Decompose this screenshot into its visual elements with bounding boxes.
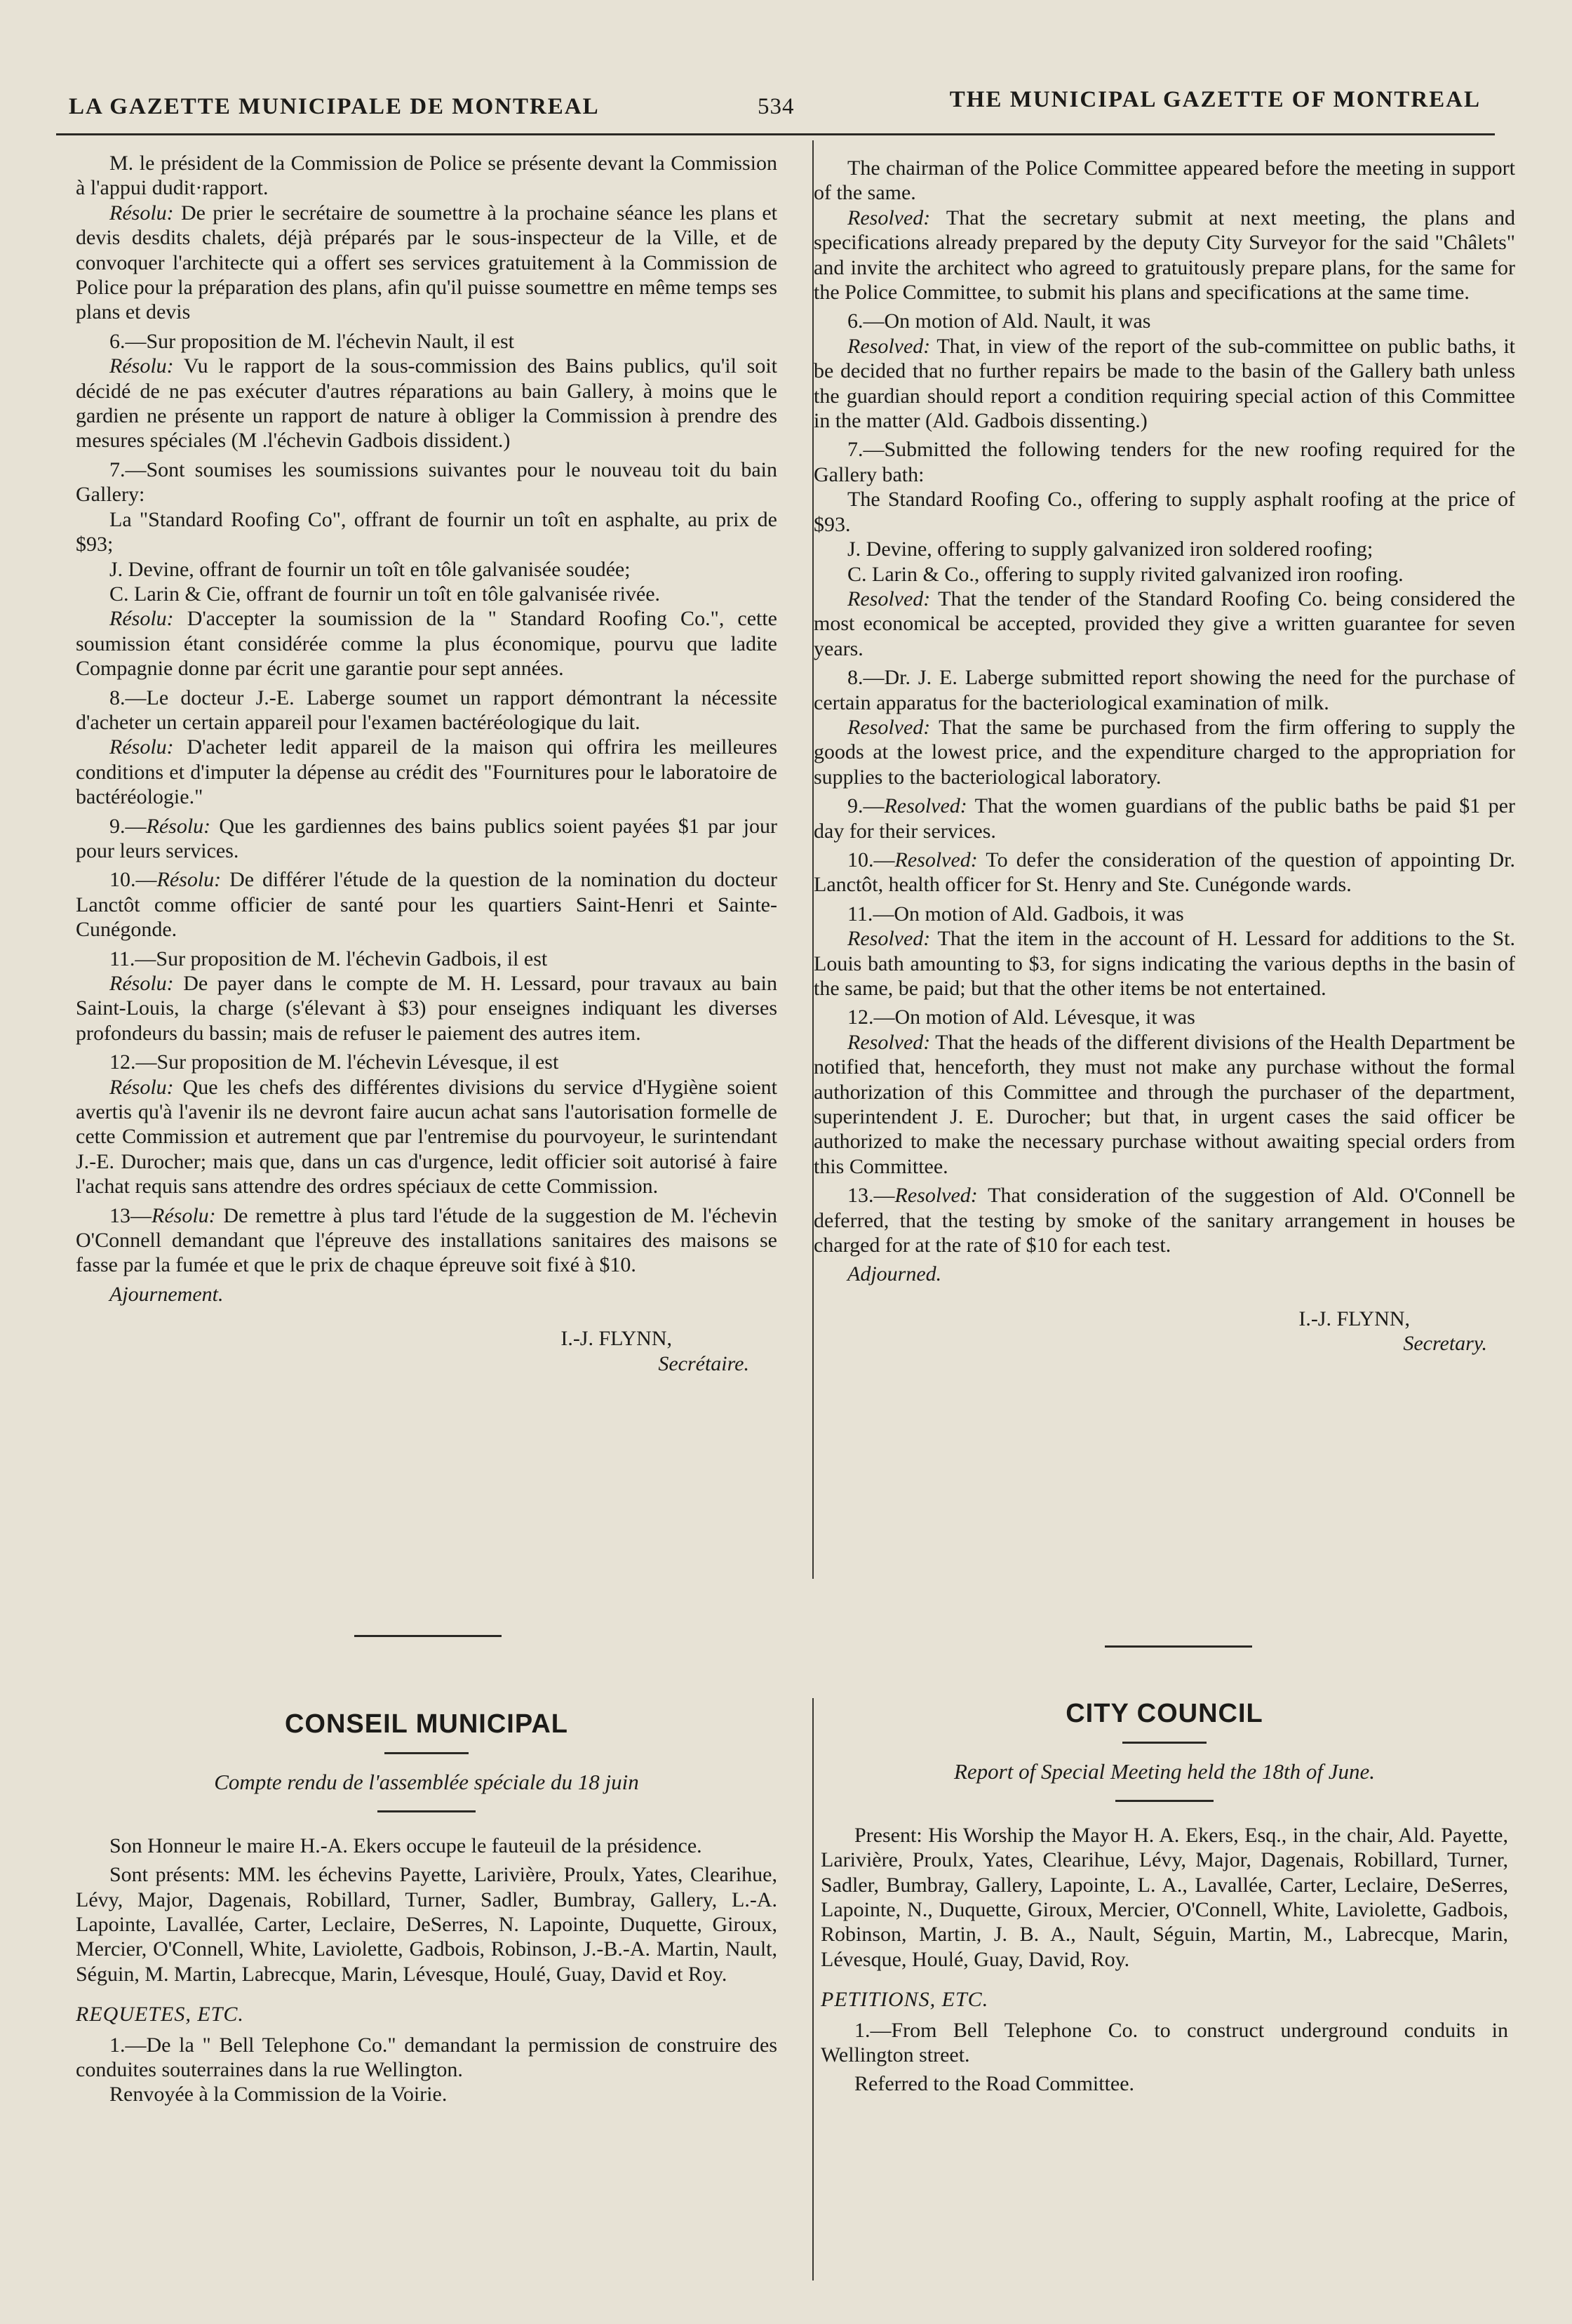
resolution-text: That, in view of the report of the sub-committee on public baths, it be decided that no further repairs be made to the basin of the Gallery bath unless the guardian should report a condition requiring special action of this Committee in the matter (Ald. Gadbois dissenting.) <box>814 334 1515 433</box>
french-paragraph <box>76 971 777 1046</box>
resolution-text: Que les chefs des différentes divisions du service d'Hygiène soient avertis qu'à l'avenir ils ne devront faire aucun achat sans l'autorisation formelle de cette Commission et autrement que par l'entremise du pourvoyeur, le surintendant J.-E. Durocher; mais que, dans un cas d'urgence, ledit officier soit autorisé à faire l'achat requis sans attendre des ordres spéciaux de cette Commission. <box>76 1075 777 1198</box>
french-paragraph: 12.—Sur proposition de M. l'échevin Lévesque, il est <box>109 1050 559 1074</box>
english-paragraph: 7.—Submitted the following tenders for the new roofing required for the Gallery bath: <box>814 438 1515 486</box>
resolution-label: Resolved: <box>894 848 978 872</box>
resolution-text: Vu le rapport de la sous-commission des Bains publics, qu'il soit décidé de ne pas exécuter d'autres réparations au bain Gallery, à moins que le gardien ne présente un rapport de nature à obliger la Commission à prendre des mesures spéciales (M .l'échevin Gadbois dissident.) <box>76 354 777 453</box>
english-paragraph <box>814 334 1515 434</box>
resolution-text: That the item in the account of H. Lessard for additions to the St. Louis bath amounting to $3, for signs indicating the various depths in the basin of the same, be paid; but that the other items be not entertained. <box>814 927 1515 1000</box>
resolution-text: D'acheter ledit appareil de la maison qui offrira les meilleures conditions et d'imputer la dépense au crédit des "Fournitures pour le laboratoire de bactéréologie." <box>76 735 777 809</box>
adjournment-note: Ajournement. <box>109 1282 224 1306</box>
resolution-label: Résolu: <box>152 1203 216 1227</box>
item-number: 9.— <box>109 814 147 838</box>
section-heading: REQUETES, ETC. <box>76 2003 244 2026</box>
title-rule <box>1122 1742 1207 1744</box>
french-paragraph: 11.—Sur proposition de M. l'échevin Gadbois, il est <box>109 947 548 970</box>
resolution-text: Que les gardiennes des bains publics soient payées $1 par jour pour leurs services. <box>76 814 777 862</box>
section-title: CONSEIL MUNICIPAL <box>284 1709 569 1739</box>
resolution-text: De prier le secrétaire de soumettre à la prochaine séance les plans et devis desdits chalets, déjà préparés par le sous-inspecteur de la Ville, et de convoquer l'architecte qui a offert ses services gratuitement à la Commission de Police pour la préparation des plans, afin qu'il puisse soumettre en même temps ses plans et devis <box>76 201 777 324</box>
french-paragraph: J. Devine, offrant de fournir un toît en tôle galvanisée soudée; <box>109 557 631 581</box>
signer-title: Secrétaire. <box>658 1351 749 1375</box>
resolution-label: Resolved: <box>847 206 931 229</box>
resolution-text: That the tender of the Standard Roofing Co. being considered the most economical be accepted, provided they give a written guarantee for seven years. <box>814 587 1515 660</box>
french-paragraph <box>76 1075 777 1199</box>
french-paragraph <box>76 735 777 809</box>
french-paragraph: C. Larin & Cie, offrant de fournir un toît en tôle galvanisée rivée. <box>109 582 661 606</box>
french-paragraph <box>76 814 777 864</box>
english-paragraph: The Standard Roofing Co., offering to supply asphalt roofing at the price of $93. <box>814 488 1515 536</box>
section-title: CITY COUNCIL <box>1066 1699 1263 1728</box>
resolution-text: To defer the consideration of the question of appointing Dr. Lanctôt, health officer for St. Henry and Ste. Cunégonde wards. <box>814 848 1515 897</box>
english-paragraph <box>814 587 1515 661</box>
english-paragraph <box>814 206 1515 305</box>
resolution-label: Resolved: <box>847 334 931 358</box>
english-paragraph: 11.—On motion of Ald. Gadbois, it was <box>847 902 1184 926</box>
section-subtitle: Compte rendu de l'assemblée spéciale du 18 juin <box>214 1770 639 1795</box>
resolution-text: That the heads of the different divisions of the Health Department be notified that, henceforth, they must not make any purchase without the formal authorization of this Committee and through the purchaser of the department, superintendent J. E. Durocher; but that, in urgent cases the said officer be authorized to make the necessary purchase without awaiting special orders from this Committee. <box>814 1030 1515 1178</box>
french-paragraph <box>76 354 777 453</box>
section-heading: PETITIONS, ETC. <box>821 1988 989 2012</box>
french-minutes-column <box>76 151 777 1376</box>
section-subtitle: Report of Special Meeting held the 18th of June. <box>953 1759 1376 1784</box>
resolution-label: Resolved: <box>847 927 931 951</box>
resolution-text: De remettre à plus tard l'étude de la suggestion de M. l'échevin O'Connell demandant que l'épreuve des installations sanitaires des maisons se fasse par la fumée et que le prix de chaque épreuve soit fixé à $10. <box>76 1203 777 1277</box>
signer-name: I.-J. FLYNN, <box>1298 1307 1410 1330</box>
subtitle-rule <box>377 1810 476 1812</box>
resolution-text: That the women guardians of the public baths be paid $1 per day for their services. <box>814 794 1515 843</box>
title-rule <box>384 1752 469 1754</box>
french-paragraph <box>76 606 777 681</box>
french-paragraph: Sont présents: MM. les échevins Payette, Larivière, Proulx, Yates, Clearihue, Lévy, Major, Dagenais, Robillard, Turner, Sadler, Bumbray, Gallery, L.-A. Lapointe, Lavallée, Carter, Leclaire, DeSerres, N. Lapointe, Duquette, Giroux, Mercier, O'Connell, White, Laviolette, Gadbois, Robinson, J.-B.-A. Martin, Nault, Séguin, M. Martin, Labrecque, Marin, Lévesque, Houlé, Guay, David et Roy. <box>76 1863 777 1986</box>
resolution-text: De différer l'étude de la question de la nomination du docteur Lanctôt comme officier de santé pour les quartiers Saint-Henri et Sainte-Cunégonde. <box>76 868 777 942</box>
resolution-label: Résolu: <box>109 201 174 225</box>
item-number: 10.— <box>109 868 157 892</box>
item-number: 10.— <box>847 848 895 872</box>
section-separator <box>1105 1645 1252 1648</box>
resolution-label: Résolu: <box>109 1075 174 1099</box>
column-divider-lower <box>812 1698 814 2280</box>
resolution-text: D'accepter la soumission de la " Standard Roofing Co.", cette soumission étant considérée comme la plus économique, pourvu que ladite Compagnie donne par écrit une garantie pour sept années. <box>76 607 777 681</box>
french-paragraph: 1.—De la " Bell Telephone Co." demandant la permission de construire des conduites souterraines dans la rue Wellington. <box>76 2033 777 2082</box>
subtitle-rule <box>1115 1800 1214 1802</box>
french-paragraph: 7.—Sont soumises les soumissions suivantes pour le nouveau toit du bain Gallery: <box>76 458 777 507</box>
english-paragraph <box>814 715 1515 789</box>
english-paragraph: Referred to the Road Committee. <box>854 2072 1135 2096</box>
resolution-label: Resolved: <box>894 1184 978 1208</box>
english-council-section <box>821 1699 1508 2097</box>
french-paragraph: La "Standard Roofing Co", offrant de fournir un toît en asphalte, au prix de $93; <box>76 507 777 556</box>
resolution-label: Résolu: <box>146 814 211 838</box>
resolution-label: Résolu: <box>156 868 222 892</box>
english-paragraph <box>814 1030 1515 1179</box>
section-separator <box>354 1635 502 1637</box>
english-paragraph: 1.—From Bell Telephone Co. to construct underground conduits in Wellington street. <box>821 2018 1508 2067</box>
signer-name: I.-J. FLYNN, <box>560 1327 672 1351</box>
english-paragraph <box>814 848 1515 897</box>
resolution-label: Résolu: <box>109 607 174 631</box>
resolution-label: Resolved: <box>847 1030 931 1054</box>
english-paragraph: 6.—On motion of Ald. Nault, it was <box>847 309 1151 333</box>
page-header <box>56 84 1495 135</box>
resolution-text: That the same be purchased from the firm offering to supply the goods at the lowest price, and the expenditure charged to the appropriation for supplies to the bacteriological laboratory. <box>814 715 1515 789</box>
english-minutes-column <box>814 156 1515 1356</box>
page-number: 534 <box>758 94 795 119</box>
french-paragraph: Renvoyée à la Commission de la Voirie. <box>109 2083 448 2106</box>
adjournment-note: Adjourned. <box>847 1262 942 1286</box>
french-paragraph <box>76 867 777 942</box>
french-council-section <box>76 1709 777 2107</box>
french-paragraph: 8.—Le docteur J.-E. Laberge soumet un rapport démontrant la nécessite d'acheter un certain appareil pour l'examen bactéréologique du lait. <box>76 686 777 734</box>
header-left-title: LA GAZETTE MUNICIPALE DE MONTREAL <box>69 94 600 119</box>
resolution-label: Résolu: <box>109 735 174 759</box>
english-paragraph <box>814 1183 1515 1257</box>
english-paragraph <box>814 926 1515 1001</box>
french-paragraph <box>76 1203 777 1278</box>
english-paragraph: The chairman of the Police Committee appeared before the meeting in support of the same. <box>814 156 1515 205</box>
resolution-label: Resolved: <box>847 715 931 739</box>
french-paragraph: M. le président de la Commission de Police se présente devant la Commission à l'appui dudit·rapport. <box>76 152 777 200</box>
signer-title: Secretary. <box>1403 1332 1487 1356</box>
english-paragraph: J. Devine, offering to supply galvanized iron soldered roofing; <box>847 537 1373 561</box>
resolution-label: Resolved: <box>847 587 931 610</box>
header-right-title: THE MUNICIPAL GAZETTE OF MONTREAL <box>949 87 1481 112</box>
english-paragraph: 8.—Dr. J. E. Laberge submitted report showing the need for the purchase of certain apparatus for the bacteriological examination of milk. <box>814 666 1515 714</box>
resolution-text: That consideration of the suggestion of Ald. O'Connell be deferred, that the testing by smoke of the sanitary arrangement in houses be charged for at the rate of $10 for each test. <box>814 1184 1515 1257</box>
resolution-label: Résolu: <box>109 972 174 995</box>
french-paragraph <box>76 201 777 325</box>
resolution-text: De payer dans le compte de M. H. Lessard, pour travaux au bain Saint-Louis, la charge (s'élevant à $3) pour enseignes indiquant les diverses profondeurs du bassin; mais de refuser le paiement des autres item. <box>76 972 777 1045</box>
item-number: 13— <box>109 1203 152 1227</box>
item-number: 9.— <box>847 794 885 818</box>
english-paragraph: 12.—On motion of Ald. Lévesque, it was <box>847 1006 1195 1029</box>
french-paragraph: 6.—Sur proposition de M. l'échevin Nault, il est <box>109 329 515 353</box>
item-number: 13.— <box>847 1184 895 1208</box>
english-paragraph <box>814 794 1515 843</box>
resolution-label: Résolu: <box>109 354 174 378</box>
resolution-label: Resolved: <box>884 794 967 818</box>
english-paragraph: Present: His Worship the Mayor H. A. Ekers, Esq., in the chair, Ald. Payette, Larivière, Proulx, Yates, Clearihue, Lévy, Major, Dagenais, Robillard, Turner, Sadler, Bumbray, Gallery, Lapointe, L. A., Lavallée, Carter, Leclaire, DeSerres, Lapointe, N., Duquette, Giroux, Mercier, O'Connell, White, Laviolette, Gadbois, Robinson, Martin, J. B. A., Nault, Séguin, Martin, M., Labrecque, Marin, Lévesque, Houlé, Guay, David, Roy. <box>821 1823 1508 1971</box>
resolution-text: That the secretary submit at next meeting, the plans and specifications already prepared by the deputy City Surveyor for the said "Châlets" and invite the architect who agreed to gratuitously prepare plans, for the same for the Police Committee, to submit his plans and specifications at the same time. <box>814 206 1515 305</box>
french-paragraph: Son Honneur le maire H.-A. Ekers occupe le fauteuil de la présidence. <box>109 1834 702 1857</box>
english-paragraph: C. Larin & Co., offering to supply rivited galvanized iron roofing. <box>847 562 1404 586</box>
